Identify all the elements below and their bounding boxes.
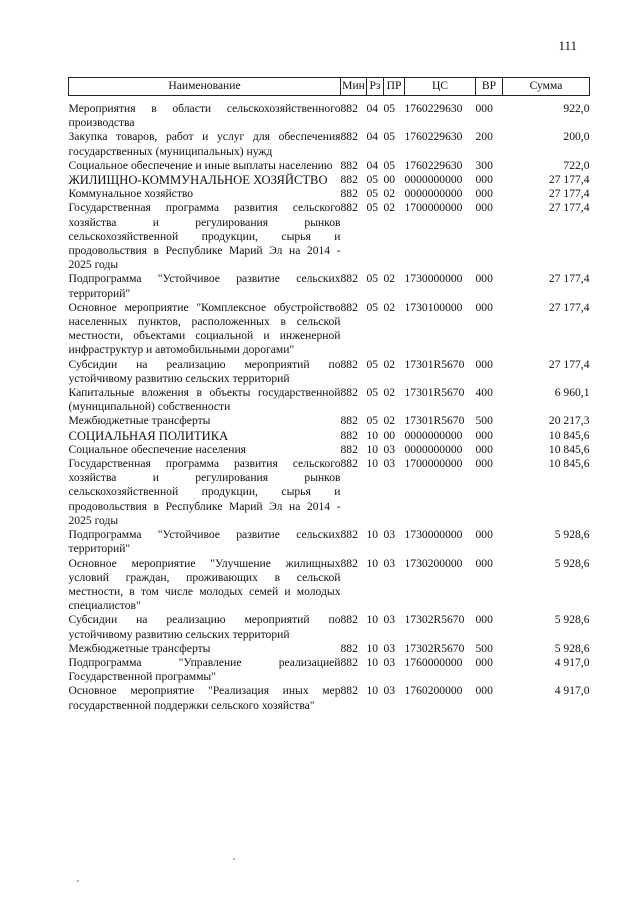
row-sum: 6 960,1 <box>554 386 590 400</box>
row-sum: 10 845,6 <box>548 457 590 471</box>
row-rz: 05 <box>366 300 379 314</box>
row-pr: 05 <box>383 102 396 115</box>
row-pr: 02 <box>383 300 396 314</box>
row-cs: 1730000000 <box>404 272 463 286</box>
table-row <box>69 429 590 443</box>
row-min: 882 <box>340 556 358 570</box>
row-name: Мероприятия в области сельскохозяйственного производства <box>68 102 341 130</box>
row-pr: 05 <box>383 130 396 144</box>
row-rz: 04 <box>366 130 379 144</box>
table-row <box>69 656 590 684</box>
row-cs: 1700000000 <box>404 457 463 471</box>
row-vr: 400 <box>475 386 493 400</box>
table-row <box>69 613 590 641</box>
row-vr: 000 <box>475 613 493 627</box>
row-rz: 05 <box>366 357 379 371</box>
row-name: Основное мероприятие "Улучшение жилищных условий граждан, проживающих в сельской местности, в том числе молодых семей и молодых специалистов" <box>68 556 341 613</box>
row-cs: 17302R5670 <box>404 613 465 627</box>
row-min: 882 <box>340 386 358 400</box>
row-pr: 02 <box>383 386 396 400</box>
row-cs: 17302R5670 <box>404 641 465 655</box>
table-body <box>69 96 590 713</box>
page-number: 111 <box>558 38 577 53</box>
row-cs: 17301R5670 <box>404 414 465 428</box>
row-sum: 4 917,0 <box>554 684 590 698</box>
row-cs: 1760229630 <box>404 130 463 144</box>
row-pr: 02 <box>383 187 396 201</box>
row-min: 882 <box>340 442 358 456</box>
row-min: 882 <box>340 272 358 286</box>
row-name: Основное мероприятие "Реализация иных мер государственной поддержки сельского хозяйства" <box>68 684 341 712</box>
table-row <box>69 159 590 173</box>
header-pr: ПР <box>384 78 405 96</box>
row-sum: 5 928,6 <box>554 613 590 627</box>
row-min: 882 <box>340 187 358 201</box>
row-vr: 000 <box>475 187 493 201</box>
row-pr: 03 <box>383 684 396 698</box>
row-rz: 10 <box>366 428 379 442</box>
scan-speck <box>233 858 235 860</box>
row-name: Подпрограмма "Устойчивое развитие сельских территорий" <box>68 528 341 556</box>
row-min: 882 <box>340 428 358 442</box>
row-sum: 27 177,4 <box>548 357 590 371</box>
row-min: 882 <box>340 102 358 115</box>
row-name: Межбюджетные трансферты <box>68 414 211 428</box>
row-pr: 02 <box>383 272 396 286</box>
row-rz: 05 <box>366 201 379 215</box>
header-sum: Сумма <box>503 78 590 96</box>
row-cs: 1730200000 <box>404 556 463 570</box>
row-name: Капитальные вложения в объекты государственной (муниципальной) собственности <box>68 386 341 414</box>
row-rz: 05 <box>366 272 379 286</box>
row-vr: 000 <box>475 556 493 570</box>
row-sum: 200,0 <box>563 130 590 144</box>
row-rz: 10 <box>366 457 379 471</box>
row-name: Основное мероприятие "Комплексное обустройство населенных пунктов, расположенных в сельской местности, объектами социальной и инженерной инфраструктур и автомобильными дорогами" <box>68 300 341 357</box>
row-vr: 000 <box>475 300 493 314</box>
row-pr: 03 <box>383 641 396 655</box>
row-rz: 10 <box>366 641 379 655</box>
row-rz: 10 <box>366 556 379 570</box>
row-pr: 03 <box>383 556 396 570</box>
header-vr: ВР <box>476 78 503 96</box>
row-pr: 02 <box>383 414 396 428</box>
row-name: Коммунальное хозяйство <box>68 187 194 201</box>
row-rz: 10 <box>366 442 379 456</box>
row-vr: 300 <box>475 158 493 172</box>
scan-speck <box>77 880 79 882</box>
row-vr: 000 <box>475 357 493 371</box>
header-rz: Рз <box>367 78 384 96</box>
row-cs: 1700000000 <box>404 201 463 215</box>
table-row <box>69 443 590 457</box>
row-sum: 27 177,4 <box>548 173 590 187</box>
row-cs: 17301R5670 <box>404 357 465 371</box>
row-pr: 00 <box>383 173 396 187</box>
row-sum: 10 845,6 <box>548 428 590 442</box>
row-pr: 03 <box>383 442 396 456</box>
row-min: 882 <box>340 613 358 627</box>
row-name: Субсидии на реализацию мероприятий по устойчивому развитию сельских территорий <box>68 357 341 385</box>
header-min: Мин <box>341 78 367 96</box>
row-cs: 0000000000 <box>404 173 463 187</box>
row-min: 882 <box>340 457 358 471</box>
row-name: ЖИЛИЩНО-КОММУНАЛЬНОЕ ХОЗЯЙСТВО <box>68 173 328 188</box>
table-row <box>69 386 590 414</box>
table-row <box>69 414 590 428</box>
table-row <box>69 187 590 201</box>
row-cs: 0000000000 <box>404 428 463 442</box>
row-vr: 500 <box>475 641 493 655</box>
row-name: Закупка товаров, работ и услуг для обеспечения государственных (муниципальных) нужд <box>68 130 341 158</box>
table-row <box>69 130 590 158</box>
row-vr: 000 <box>475 528 493 542</box>
row-sum: 4 917,0 <box>554 655 590 669</box>
row-pr: 02 <box>383 201 396 215</box>
row-rz: 10 <box>366 528 379 542</box>
row-rz: 05 <box>366 386 379 400</box>
row-pr: 03 <box>383 613 396 627</box>
row-pr: 05 <box>383 158 396 172</box>
row-vr: 000 <box>475 201 493 215</box>
row-sum: 5 928,6 <box>554 641 590 655</box>
table-header <box>69 78 590 96</box>
row-sum: 10 845,6 <box>548 442 590 456</box>
table-row <box>69 642 590 656</box>
row-sum: 722,0 <box>563 158 590 172</box>
row-sum: 27 177,4 <box>548 187 590 201</box>
table-row <box>69 457 590 528</box>
table-row <box>69 201 590 272</box>
row-name: Социальное обеспечение населения <box>68 442 247 456</box>
header-name: Наименование <box>69 78 341 96</box>
row-vr: 000 <box>475 442 493 456</box>
row-name: СОЦИАЛЬНАЯ ПОЛИТИКА <box>68 428 229 443</box>
row-sum: 27 177,4 <box>548 201 590 215</box>
row-sum: 27 177,4 <box>548 300 590 314</box>
row-rz: 10 <box>366 684 379 698</box>
table-row <box>69 684 590 712</box>
budget-table <box>68 77 590 713</box>
row-rz: 10 <box>366 655 379 669</box>
table-row <box>69 528 590 556</box>
row-min: 882 <box>340 158 358 172</box>
row-rz: 05 <box>366 414 379 428</box>
row-min: 882 <box>340 641 358 655</box>
row-rz: 05 <box>366 187 379 201</box>
table-row <box>69 301 590 358</box>
row-cs: 0000000000 <box>404 442 463 456</box>
row-vr: 000 <box>475 457 493 471</box>
table-row <box>69 557 590 614</box>
row-min: 882 <box>340 173 358 187</box>
row-cs: 1730100000 <box>404 300 463 314</box>
table-row <box>69 358 590 386</box>
row-pr: 00 <box>383 428 396 442</box>
row-rz: 10 <box>366 613 379 627</box>
row-pr: 03 <box>383 457 396 471</box>
row-pr: 03 <box>383 655 396 669</box>
row-cs: 1760229630 <box>404 102 463 115</box>
row-min: 882 <box>340 528 358 542</box>
row-name: Подпрограмма "Управление реализацией Государственной программы" <box>68 655 341 684</box>
row-name: Подпрограмма "Устойчивое развитие сельских территорий" <box>68 272 341 300</box>
row-cs: 0000000000 <box>404 187 463 201</box>
row-cs: 1760229630 <box>404 158 463 172</box>
row-min: 882 <box>340 201 358 215</box>
table-row <box>69 96 590 131</box>
row-rz: 04 <box>366 102 379 115</box>
row-cs: 1730000000 <box>404 528 463 542</box>
row-min: 882 <box>340 684 358 698</box>
table-row <box>69 272 590 300</box>
row-vr: 500 <box>475 414 493 428</box>
row-rz: 05 <box>366 173 379 187</box>
row-sum: 922,0 <box>563 102 590 115</box>
row-min: 882 <box>340 655 358 669</box>
row-sum: 5 928,6 <box>554 556 590 570</box>
row-vr: 000 <box>475 102 493 115</box>
row-sum: 5 928,6 <box>554 528 590 542</box>
row-vr: 000 <box>475 272 493 286</box>
row-min: 882 <box>340 300 358 314</box>
row-name: Государственная программа развития сельского хозяйства и регулирования рынков сельскохозяйственной продукции, сырья и продовольствия в Республике Марий Эл на 2014 - 2025 годы <box>68 201 341 272</box>
row-min: 882 <box>340 130 358 144</box>
row-vr: 000 <box>475 173 493 187</box>
row-rz: 04 <box>366 158 379 172</box>
row-pr: 02 <box>383 357 396 371</box>
row-vr: 000 <box>475 655 493 669</box>
row-vr: 000 <box>475 428 493 442</box>
row-min: 882 <box>340 357 358 371</box>
row-pr: 03 <box>383 528 396 542</box>
row-cs: 1760200000 <box>404 684 463 698</box>
row-sum: 20 217,3 <box>548 414 590 428</box>
row-name: Межбюджетные трансферты <box>68 641 211 655</box>
row-name: Государственная программа развития сельского хозяйства и регулирования рынков сельскохозяйственной продукции, сырья и продовольствия в Республике Марий Эл на 2014 - 2025 годы <box>68 457 341 527</box>
row-vr: 200 <box>475 130 493 144</box>
row-cs: 1760000000 <box>404 655 463 669</box>
row-sum: 27 177,4 <box>548 272 590 286</box>
row-min: 882 <box>340 414 358 428</box>
row-cs: 17301R5670 <box>404 386 465 400</box>
row-vr: 000 <box>475 684 493 698</box>
header-cs: ЦС <box>405 78 476 96</box>
table-row <box>69 173 590 187</box>
row-name: Социальное обеспечение и иные выплаты населению <box>68 158 333 172</box>
row-name: Субсидии на реализацию мероприятий по устойчивому развитию сельских территорий <box>68 613 341 641</box>
